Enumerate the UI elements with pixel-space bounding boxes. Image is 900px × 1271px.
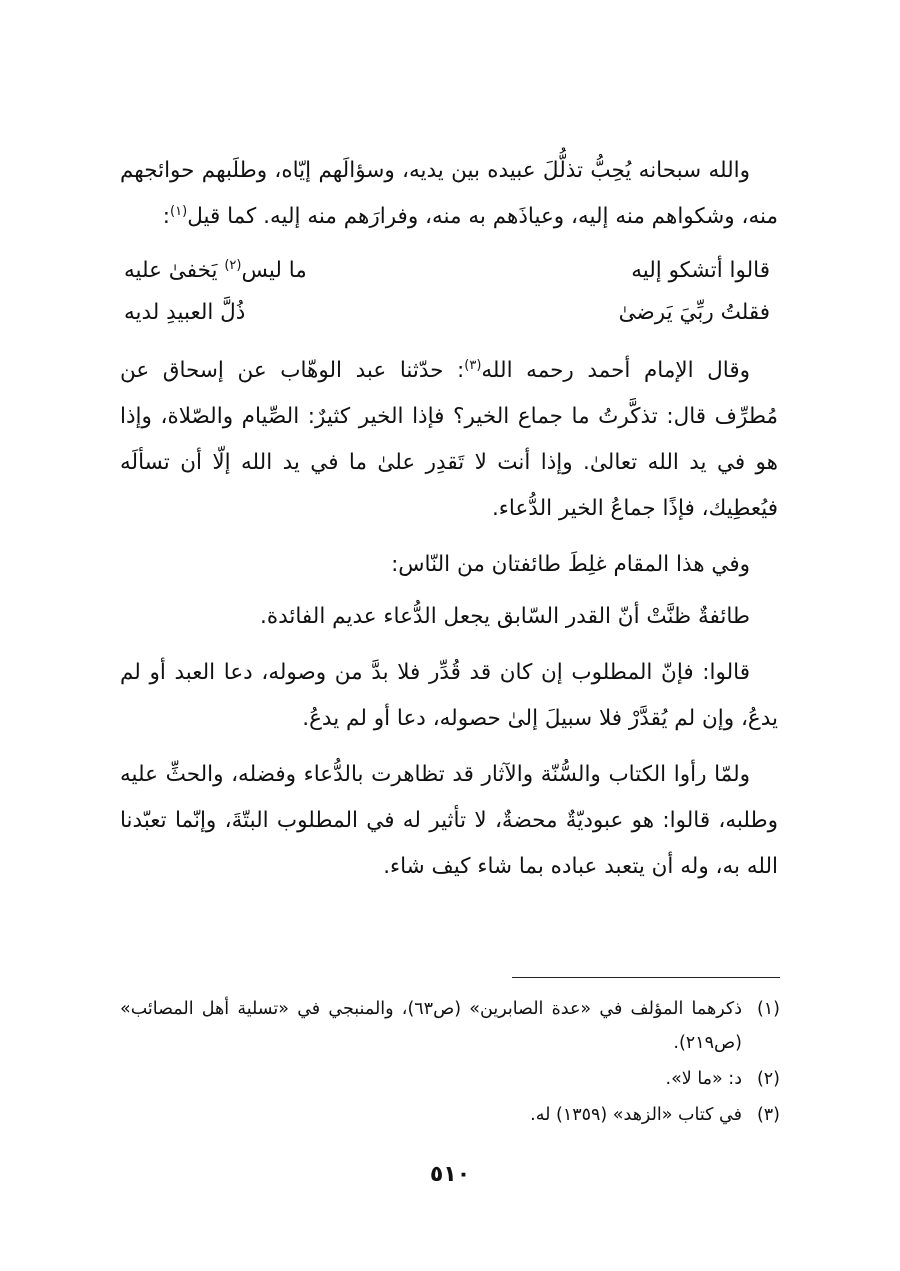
footnote-1 [120,992,780,1060]
verse-1-second-a: ما ليس [241,258,307,283]
footnote-2-number: (٢) [756,1069,780,1089]
paragraph-2 [120,348,778,532]
footnote-ref-3: (٣) [464,357,482,373]
paragraph-2-text-b: : حدّثنا عبد الوهّاب عن إسحاق عن مُطرِّف قال: تذكَّرتُ ما جماع الخير؟ فإذا الخير كثيرٌ: الصِّيام والصّلاة، وإذا هو في يد الله تعالىٰ. وإذا أنت لا تَقدِر علىٰ ما في يد الله إلّا أن تسألَه فيُعطِيك، فإذًا جماعُ الخير الدُّعاء. [120,358,778,521]
paragraph-6: ولمّا رأوا الكتاب والسُّنّة والآثار قد تظاهرت بالدُّعاء وفضله، والحثِّ عليه وطلبه، قالوا: هو عبوديّةٌ محضةٌ، لا تأثير له في المطلوب البتّةَ، وإنّما تعبّدنا الله به، وله أن يتعبد عباده بما شاء كيف شاء. [120,762,778,879]
footnote-ref-1: (١) [170,203,188,219]
paragraph-1 [120,148,778,240]
verse-2-second-hemistich: ذُلَّ العبيدِ لديه [124,300,246,325]
page-body [120,148,778,900]
footnote-1-number: (١) [756,999,780,1019]
footnotes [120,992,780,1134]
footnote-ref-2: (٢) [224,257,242,273]
paragraph-1-end: : [162,204,171,229]
footnote-3-text: في كتاب «الزهد» (١٣٥٩) له. [530,1105,742,1125]
verse-2 [120,292,778,334]
verse-1-second-b: يَخفىٰ عليه [124,258,218,283]
paragraph-4: طائفةٌ ظنَّتْ أنّ القدر السّابق يجعل الدُّعاء عديم الفائدة. [260,604,750,629]
footnote-2 [120,1062,780,1096]
verse-1-second-hemistich [124,250,424,292]
footnote-2-text: د: «ما لا». [665,1069,742,1089]
footnote-separator [512,977,780,978]
footnote-3-number: (٣) [756,1105,780,1125]
paragraph-5: قالوا: فإنّ المطلوب إن كان قد قُدِّر فلا بدَّ من وصوله، دعا العبد أو لم يدعُ، وإن لم يُقدَّرْ فلا سبيلَ إلىٰ حصوله، دعا أو لم يدعُ. [120,660,778,731]
footnote-1-text: ذكرهما المؤلف في «عدة الصابرين» (ص٦٣)، والمنبجي في «تسلية أهل المصائب» (ص٢١٩). [120,999,742,1053]
paragraph-1-text: والله سبحانه يُحِبُّ تذلُّلَ عبيده بين يديه، وسؤالَهم إيّاه، وطلَبهم حوائجهم منه، وشكواهم منه إليه، وعياذَهم به منه، وفرارَهم منه إليه. كما قيل [120,158,778,229]
paragraph-3: وفي هذا المقام غلِطَ طائفتان من النّاس: [391,552,750,577]
verse-1 [120,250,778,292]
paragraph-2-text-a: وقال الإمام أحمد رحمه الله [481,358,751,383]
poem [120,250,778,334]
verse-1-first-hemistich: قالوا أتشكو إليه [631,258,770,283]
verse-2-first-hemistich: فقلتُ ربِّيَ يَرضىٰ [618,300,770,325]
page-number: ٥١٠ [429,1162,471,1187]
footnote-3 [120,1098,780,1132]
